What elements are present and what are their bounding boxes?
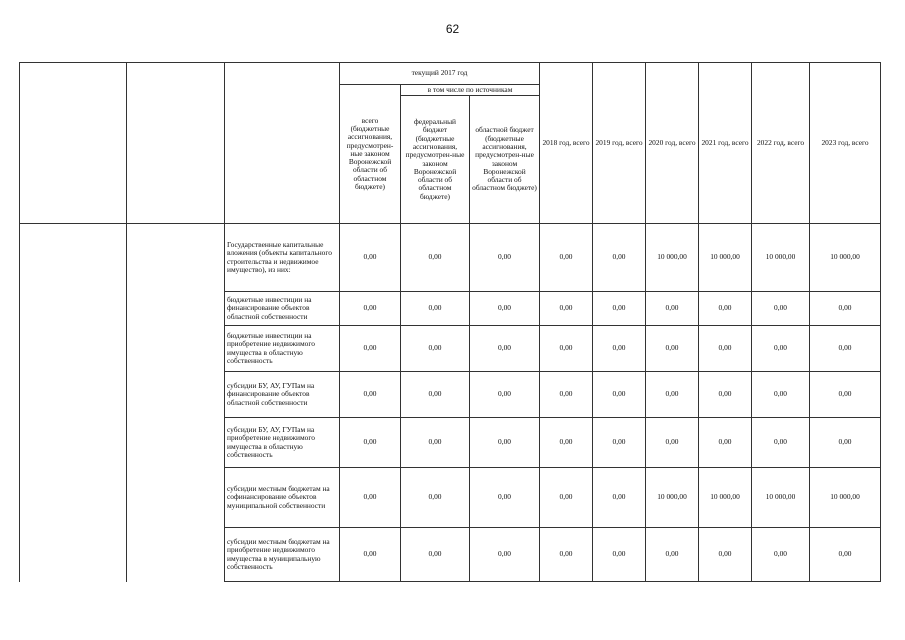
- cell-value: 0,00: [540, 372, 593, 418]
- page-number: 62: [445, 22, 460, 36]
- row-name: субсидии местным бюджетам на софинансирование объектов муниципальной собственности: [225, 468, 340, 528]
- cell-value: 10 000,00: [810, 224, 881, 292]
- cell-value: 0,00: [699, 292, 752, 326]
- cell-value: 0,00: [340, 292, 401, 326]
- cell-value: 0,00: [646, 292, 699, 326]
- blank-cell: [20, 224, 127, 582]
- cell-value: 0,00: [401, 326, 470, 372]
- blank-cell: [127, 85, 225, 224]
- federal-col-header: федеральный бюджет (бюджетные ассигнования, предусмотрен-ные законом Воронежской области об областном бюджете): [401, 96, 470, 224]
- header-2021: 2021 год, всего: [699, 63, 752, 224]
- cell-value: 0,00: [646, 372, 699, 418]
- cell-value: 0,00: [593, 528, 646, 582]
- cell-value: 0,00: [593, 418, 646, 468]
- blank-cell: [20, 85, 127, 224]
- cell-value: 0,00: [593, 372, 646, 418]
- cell-value: 0,00: [752, 372, 810, 418]
- cell-value: 0,00: [540, 292, 593, 326]
- cell-value: 10 000,00: [810, 468, 881, 528]
- cell-value: 0,00: [752, 326, 810, 372]
- blank-cell: [225, 63, 340, 85]
- cell-value: 10 000,00: [646, 224, 699, 292]
- cell-value: 0,00: [540, 224, 593, 292]
- cell-value: 10 000,00: [752, 468, 810, 528]
- blank-cell: [20, 63, 127, 85]
- cell-value: 0,00: [752, 418, 810, 468]
- cell-value: 0,00: [593, 326, 646, 372]
- sources-header: в том числе по источникам: [401, 85, 540, 96]
- cell-value: 0,00: [646, 528, 699, 582]
- current-year-header: текущий 2017 год: [340, 63, 540, 85]
- cell-value: 0,00: [810, 372, 881, 418]
- regional-col-header: областной бюджет (бюджетные ассигнования, предусмотрен-ные законом Воронежской области об областном бюджете): [470, 96, 540, 224]
- row-name: субсидии БУ, АУ, ГУПам на приобретение недвижимого имущества в областную собственность: [225, 418, 340, 468]
- cell-value: 0,00: [340, 418, 401, 468]
- row-name: бюджетные инвестиции на приобретение недвижимого имущества в областную собственность: [225, 326, 340, 372]
- cell-value: 0,00: [401, 292, 470, 326]
- cell-value: 0,00: [540, 326, 593, 372]
- header-2020: 2020 год, всего: [646, 63, 699, 224]
- cell-value: 0,00: [340, 224, 401, 292]
- table-row: [20, 224, 881, 292]
- cell-value: 0,00: [470, 326, 540, 372]
- cell-value: 0,00: [401, 528, 470, 582]
- blank-cell: [225, 85, 340, 224]
- row-name: субсидии БУ, АУ, ГУПам на финансирование объектов областной собственности: [225, 372, 340, 418]
- cell-value: 0,00: [540, 468, 593, 528]
- cell-value: 0,00: [340, 528, 401, 582]
- cell-value: 0,00: [540, 418, 593, 468]
- header-row-1: [20, 63, 881, 85]
- cell-value: 0,00: [810, 292, 881, 326]
- cell-value: 0,00: [401, 372, 470, 418]
- cell-value: 0,00: [752, 292, 810, 326]
- cell-value: 10 000,00: [752, 224, 810, 292]
- cell-value: 0,00: [470, 418, 540, 468]
- cell-value: 0,00: [699, 326, 752, 372]
- cell-value: 0,00: [340, 326, 401, 372]
- cell-value: 0,00: [470, 372, 540, 418]
- cell-value: 0,00: [646, 418, 699, 468]
- cell-value: 0,00: [540, 528, 593, 582]
- cell-value: 0,00: [810, 326, 881, 372]
- cell-value: 0,00: [593, 292, 646, 326]
- cell-value: 0,00: [340, 372, 401, 418]
- header-2018: 2018 год, всего: [540, 63, 593, 224]
- cell-value: 0,00: [470, 224, 540, 292]
- cell-value: 0,00: [401, 468, 470, 528]
- cell-value: 0,00: [593, 468, 646, 528]
- cell-value: 10 000,00: [699, 468, 752, 528]
- row-name: Государственные капитальные вложения (объекты капитального строительства и недвижимое имущество), из них:: [225, 224, 340, 292]
- budget-table: [19, 62, 881, 582]
- cell-value: 0,00: [752, 528, 810, 582]
- cell-value: 0,00: [699, 372, 752, 418]
- cell-value: 10 000,00: [646, 468, 699, 528]
- blank-cell: [127, 63, 225, 85]
- cell-value: 0,00: [810, 528, 881, 582]
- blank-cell: [127, 224, 225, 582]
- cell-value: 0,00: [699, 528, 752, 582]
- cell-value: 0,00: [401, 418, 470, 468]
- header-2023: 2023 год, всего: [810, 63, 881, 224]
- cell-value: 0,00: [340, 468, 401, 528]
- header-2022: 2022 год, всего: [752, 63, 810, 224]
- cell-value: 0,00: [470, 528, 540, 582]
- cell-value: 0,00: [593, 224, 646, 292]
- total-col-header: всего (бюджетные ассигнования, предусмотрен-ные законом Воронежской области об областном бюджете): [340, 85, 401, 224]
- cell-value: 0,00: [646, 326, 699, 372]
- cell-value: 0,00: [401, 224, 470, 292]
- cell-value: 10 000,00: [699, 224, 752, 292]
- cell-value: 0,00: [810, 418, 881, 468]
- row-name: бюджетные инвестиции на финансирование объектов областной собственности: [225, 292, 340, 326]
- header-2019: 2019 год, всего: [593, 63, 646, 224]
- cell-value: 0,00: [470, 468, 540, 528]
- row-name: субсидии местным бюджетам на приобретение недвижимого имущества в муниципальную собственность: [225, 528, 340, 582]
- cell-value: 0,00: [470, 292, 540, 326]
- cell-value: 0,00: [699, 418, 752, 468]
